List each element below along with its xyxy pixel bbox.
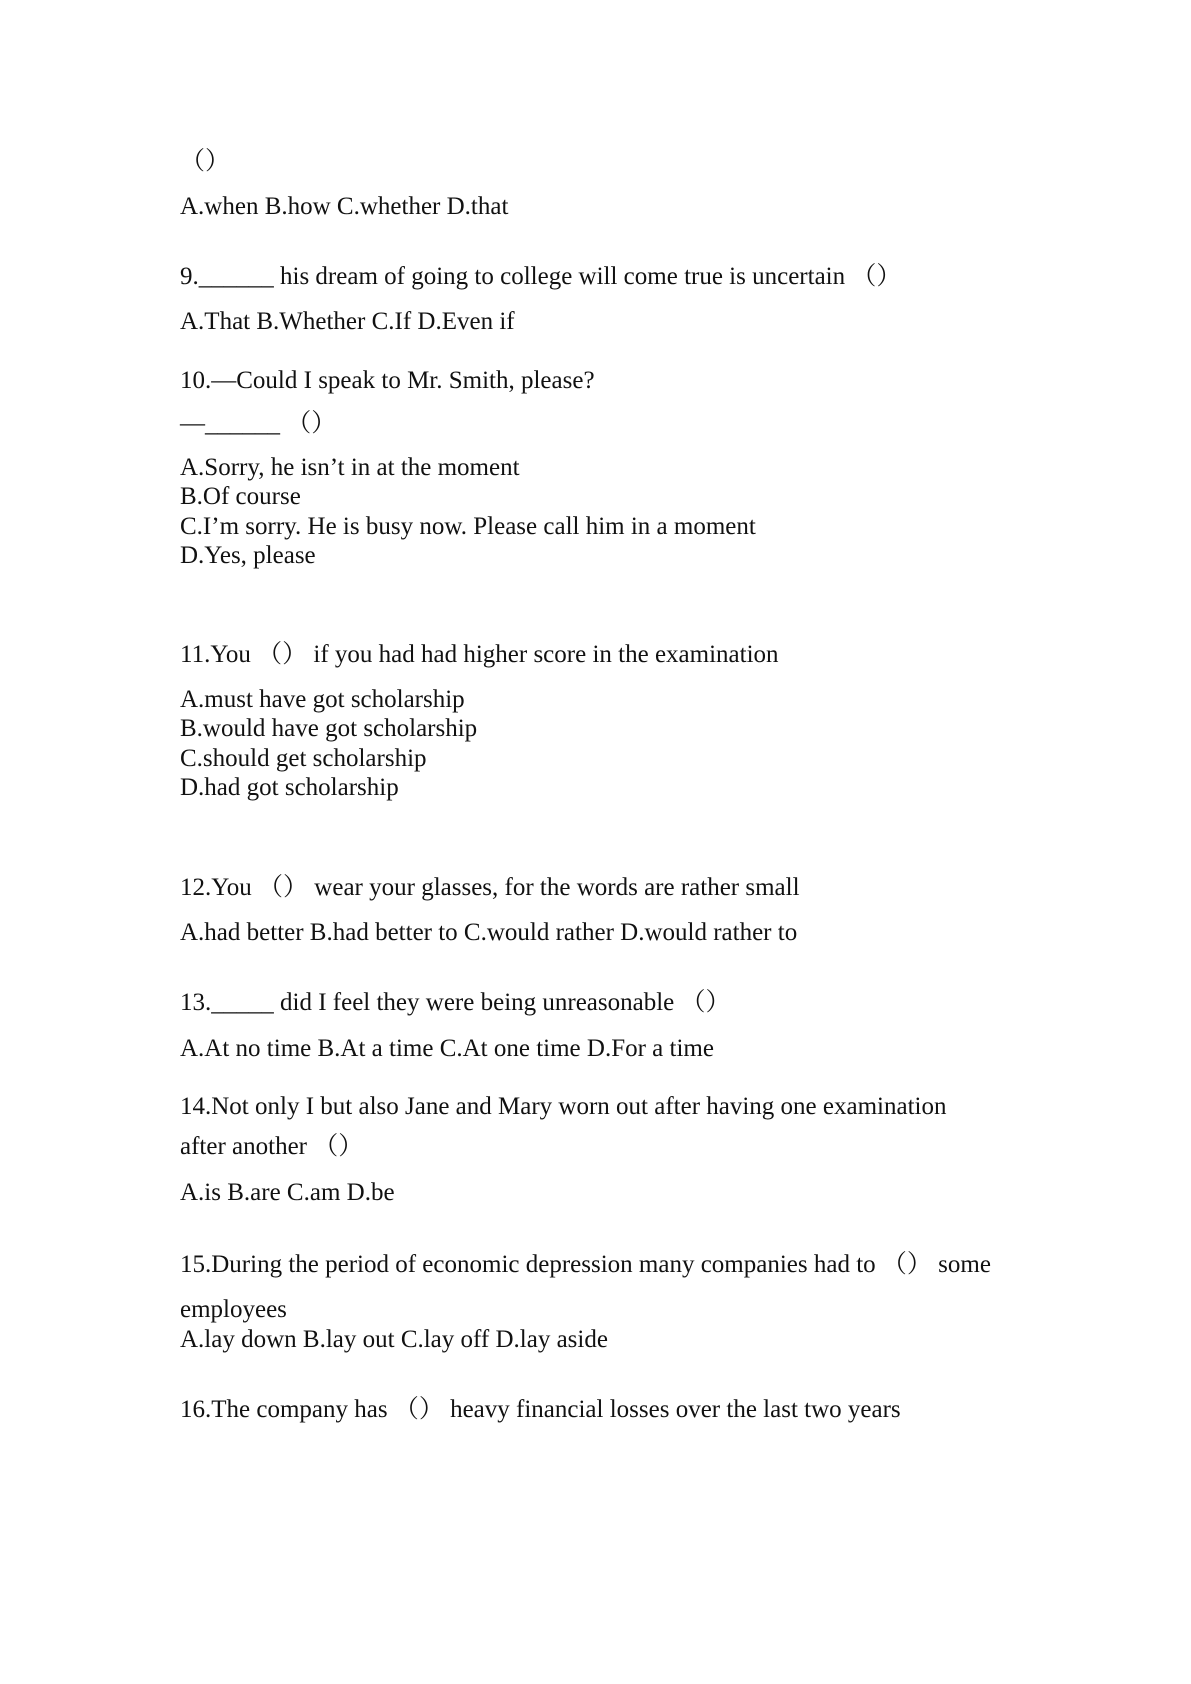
q14-options: A.is B.are C.am D.be [180, 1179, 395, 1206]
q13-stem: 13._____ did I feel they were being unreasonable （） [180, 989, 731, 1016]
q14-stem-line-2: after another （） [180, 1133, 364, 1160]
q11-option-a: A.must have got scholarship [180, 686, 465, 713]
q15-stem-line-2: employees [180, 1296, 287, 1323]
q11-option-c: C.should get scholarship [180, 745, 427, 772]
q8-options: A.when B.how C.whether D.that [180, 193, 509, 220]
q10-stem: 10.—Could I speak to Mr. Smith, please? [180, 367, 595, 394]
q14-stem-line-1: 14.Not only I but also Jane and Mary worn out after having one examination [180, 1093, 947, 1120]
q11-option-b: B.would have got scholarship [180, 715, 478, 742]
q10-option-d: D.Yes, please [180, 542, 316, 569]
q9-stem: 9.______ his dream of going to college will come true is uncertain （） [180, 263, 902, 290]
q9-options: A.That B.Whether C.If D.Even if [180, 308, 515, 335]
q15-stem-line-1: 15.During the period of economic depression many companies had to （） some [180, 1251, 991, 1278]
q13-options: A.At no time B.At a time C.At one time D.For a time [180, 1035, 714, 1062]
q10-option-b: B.Of course [180, 483, 301, 510]
q10-reply: —______ （） [180, 410, 337, 437]
q11-stem: 11.You （） if you had had higher score in the examination [180, 641, 779, 668]
q15-options: A.lay down B.lay out C.lay off D.lay aside [180, 1326, 608, 1353]
q16-stem: 16.The company has （） heavy financial losses over the last two years [180, 1396, 901, 1423]
q8-answer-bracket: （） [180, 148, 231, 175]
q12-stem: 12.You （） wear your glasses, for the words are rather small [180, 874, 800, 901]
q12-options: A.had better B.had better to C.would rather D.would rather to [180, 919, 798, 946]
q10-option-c: C.I’m sorry. He is busy now. Please call him in a moment [180, 513, 756, 540]
q10-option-a: A.Sorry, he isn’t in at the moment [180, 454, 520, 481]
q11-option-d: D.had got scholarship [180, 774, 399, 801]
